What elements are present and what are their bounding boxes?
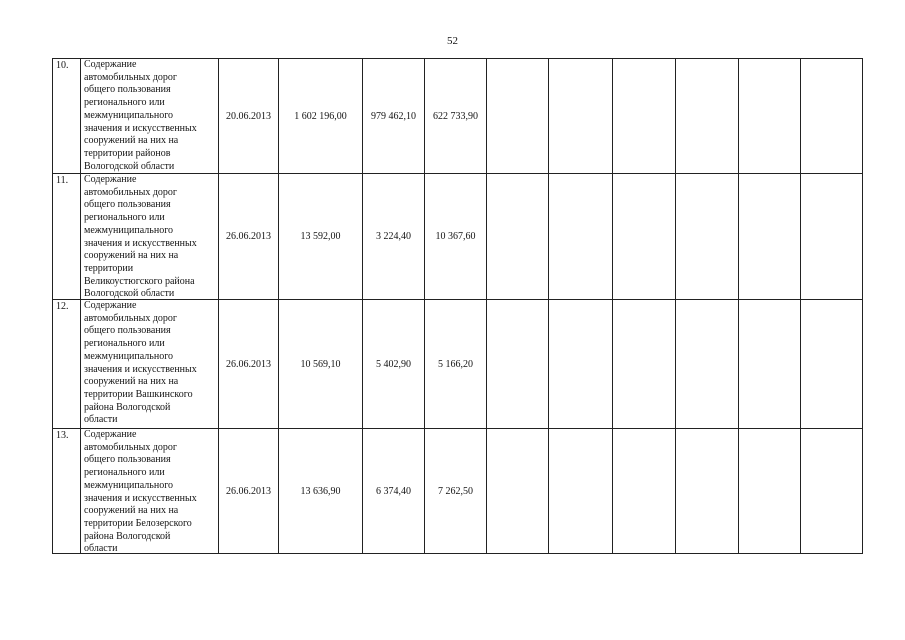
row-description: Содержание автомобильных дорог общего пользования регионального или межмуниципального значения и искусственных сооружений на них на территории Белозерского района Вологодской области (81, 429, 219, 554)
empty-cell (739, 429, 801, 554)
empty-cell (613, 174, 676, 300)
row-number: 13. (53, 429, 81, 554)
empty-cell (739, 300, 801, 429)
row-number: 10. (53, 59, 81, 174)
empty-cell (613, 59, 676, 174)
row-value-1: 10 569,10 (279, 300, 363, 429)
empty-cell (549, 59, 613, 174)
empty-cell (613, 429, 676, 554)
row-date: 26.06.2013 (219, 429, 279, 554)
row-value-1: 1 602 196,00 (279, 59, 363, 174)
empty-cell (549, 174, 613, 300)
empty-cell (801, 300, 863, 429)
empty-cell (676, 174, 739, 300)
empty-cell (487, 429, 549, 554)
empty-cell (739, 59, 801, 174)
empty-cell (676, 429, 739, 554)
empty-cell (801, 59, 863, 174)
empty-cell (676, 59, 739, 174)
row-date: 26.06.2013 (219, 174, 279, 300)
row-value-1: 13 636,90 (279, 429, 363, 554)
row-description: Содержание автомобильных дорог общего пользования регионального или межмуниципального значения и искусственных сооружений на них на территории Вашкинского района Вологодской области (81, 300, 219, 429)
empty-cell (487, 300, 549, 429)
page-number: 52 (447, 35, 458, 47)
row-number: 12. (53, 300, 81, 429)
empty-cell (487, 174, 549, 300)
empty-cell (549, 300, 613, 429)
empty-cell (487, 59, 549, 174)
empty-cell (676, 300, 739, 429)
row-value-3: 7 262,50 (425, 429, 487, 554)
row-value-2: 6 374,40 (363, 429, 425, 554)
row-date: 26.06.2013 (219, 300, 279, 429)
contracts-table (52, 58, 863, 554)
empty-cell (739, 174, 801, 300)
row-value-3: 5 166,20 (425, 300, 487, 429)
row-number: 11. (53, 174, 81, 300)
empty-cell (801, 429, 863, 554)
row-value-2: 979 462,10 (363, 59, 425, 174)
row-description: Содержание автомобильных дорог общего пользования регионального или межмуниципального значения и искусственных сооружений на них на территории районов Вологодской области (81, 59, 219, 174)
row-value-1: 13 592,00 (279, 174, 363, 300)
row-description: Содержание автомобильных дорог общего пользования регионального или межмуниципального значения и искусственных сооружений на них на территории Великоустюгского района Вологодской области (81, 174, 219, 300)
empty-cell (613, 300, 676, 429)
row-value-2: 5 402,90 (363, 300, 425, 429)
empty-cell (549, 429, 613, 554)
empty-cell (801, 174, 863, 300)
row-value-3: 10 367,60 (425, 174, 487, 300)
row-value-2: 3 224,40 (363, 174, 425, 300)
row-date: 20.06.2013 (219, 59, 279, 174)
row-value-3: 622 733,90 (425, 59, 487, 174)
